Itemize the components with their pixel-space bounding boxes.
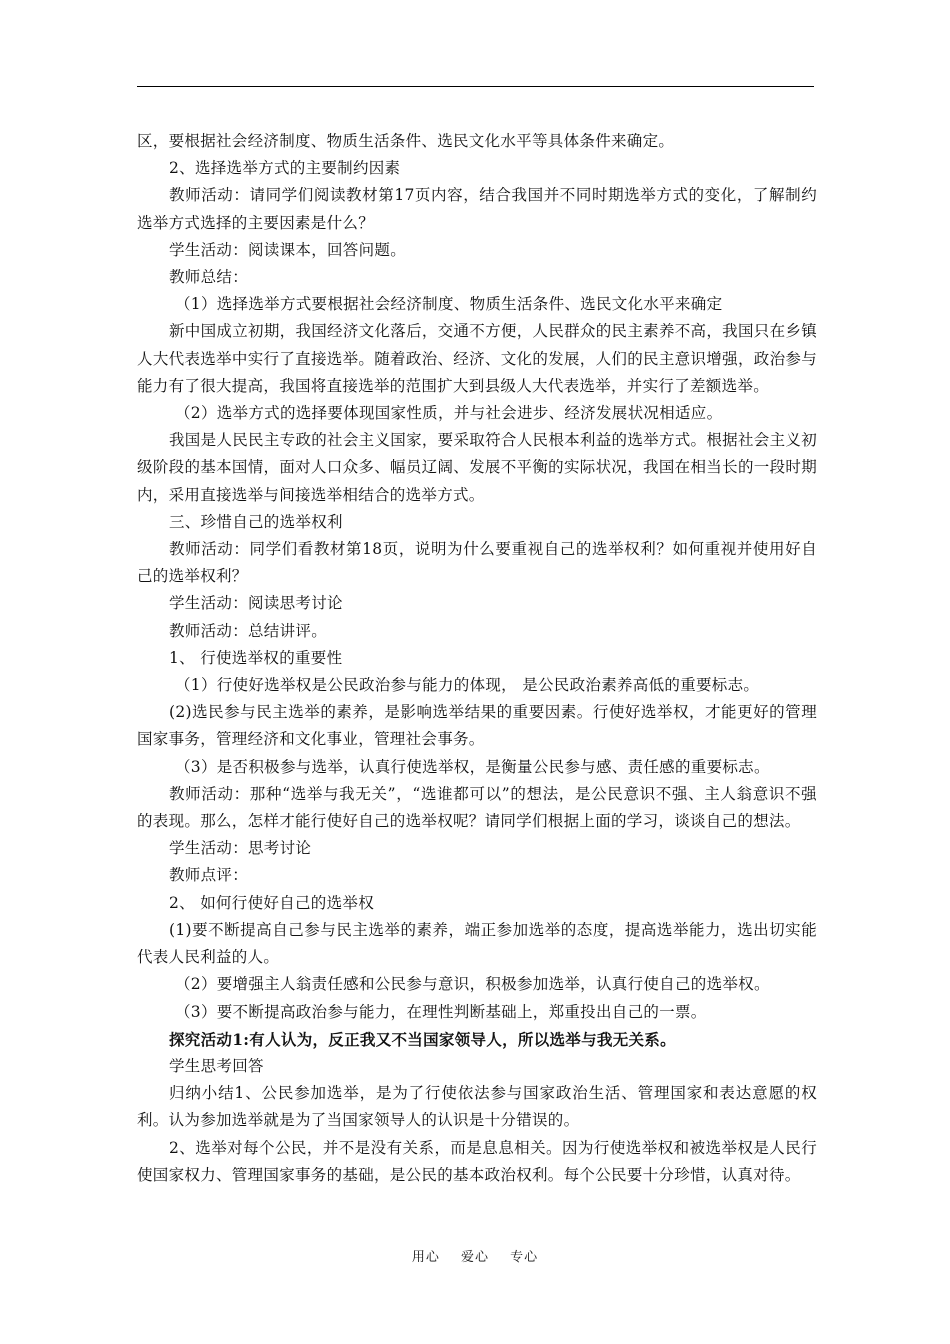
paragraph: 学生活动：阅读思考讨论 xyxy=(169,594,343,613)
section-heading: 1、 行使选举权的重要性 xyxy=(169,648,343,667)
list-item: （1）选择选举方式要根据社会经济制度、物质生活条件、选民文化水平来确定 xyxy=(175,295,723,314)
footer-text: 爱心 xyxy=(460,1250,489,1265)
paragraph: 2、选举对每个公民，并不是没有关系，而是息息相关。因为行使选举权和被选举权是人民行使国家权力、管理国家事务的基础，是公民的基本政治权利。每个公民要十分珍惜，认真对待。 xyxy=(137,1138,817,1184)
section-heading: 2、 如何行使好自己的选举权 xyxy=(169,893,374,912)
footer-text: 用心 xyxy=(411,1250,440,1265)
paragraph: 新中国成立初期，我国经济文化落后，交通不方便，人民群众的民主素养不高，我国只在乡镇人大代表选举中实行了直接选举。随着政治、经济、文化的发展，人们的民主意识增强，政治参与能力有了很大提高，我国将直接选举的范围扩大到县级人大代表选举，并实行了差额选举。 xyxy=(137,322,817,395)
footer-text: 专心 xyxy=(510,1250,539,1265)
section-heading: 2、选择选举方式的主要制约因素 xyxy=(169,159,401,178)
paragraph: 学生思考回答 xyxy=(169,1056,264,1075)
paragraph: 教师活动：那种“选举与我无关”，“选谁都可以”的想法，是公民意识不强、主人翁意识不强的表现。那么，怎样才能行使好自己的选举权呢？请同学们根据上面的学习，谈谈自己的想法。 xyxy=(137,784,817,831)
paragraph: 我国是人民民主专政的社会主义国家，要采取符合人民根本利益的选举方式。根据社会主义初级阶段的基本国情，面对人口众多、幅员辽阔、发展不平衡的实际状况，我国在相当长的一段时期内，采用直接选举与间接选举相结合的选举方式。 xyxy=(137,431,817,504)
paragraph: 归纳小结1、公民参加选举，是为了行使依法参与国家政治生活、管理国家和表达意愿的权利。认为参加选举就是为了当国家领导人的认识是十分错误的。 xyxy=(137,1084,817,1130)
list-item: （2）要增强主人翁责任感和公民参与意识，积极参加选举，认真行使自己的选举权。 xyxy=(175,975,770,994)
list-item: (1)要不断提高自己参与民主选举的素养，端正参加选举的态度，提高选举能力，选出切实能代表人民利益的人。 xyxy=(137,920,817,967)
paragraph: 教师活动：请同学们阅读教材第17页内容，结合我国并不同时期选举方式的变化，了解制约选举方式选择的主要因素是什么？ xyxy=(137,186,817,232)
list-item: （3）要不断提高政治参与能力，在理性判断基础上，郑重投出自己的一票。 xyxy=(175,1002,707,1021)
header-rule xyxy=(137,86,814,87)
section-heading: 三、珍惜自己的选举权利 xyxy=(169,512,343,531)
paragraph: 教师活动：总结讲评。 xyxy=(169,621,328,640)
list-item: （2）选举方式的选择要体现国家性质，并与社会进步、经济发展状况相适应。 xyxy=(175,404,723,423)
activity-heading: 探究活动1:有人认为，反正我又不当国家领导人，所以选举与我无关系。 xyxy=(169,1029,676,1049)
list-item: （3）是否积极参与选举，认真行使选举权，是衡量公民参与感、责任感的重要标志。 xyxy=(175,757,770,776)
paragraph: 教师活动：同学们看教材第18页，说明为什么要重视自己的选举权利？如何重视并使用好自己的选举权利？ xyxy=(137,540,817,586)
list-item: (2)选民参与民主选举的素养，是影响选举结果的重要因素。行使好选举权，才能更好的管理国家事务，管理经济和文化事业，管理社会事务。 xyxy=(137,703,817,749)
list-item: （1）行使好选举权是公民政治参与能力的体现， 是公民政治素养高低的重要标志。 xyxy=(175,676,760,695)
paragraph: 学生活动：阅读课本，回答问题。 xyxy=(169,240,407,259)
paragraph: 教师点评： xyxy=(169,866,249,885)
document-body xyxy=(137,128,817,1189)
page-footer xyxy=(0,1246,950,1265)
paragraph: 教师总结： xyxy=(169,268,249,287)
paragraph: 区，要根据社会经济制度、物质生活条件、选民文化水平等具体条件来确定。 xyxy=(137,132,675,150)
paragraph: 学生活动：思考讨论 xyxy=(169,839,312,858)
